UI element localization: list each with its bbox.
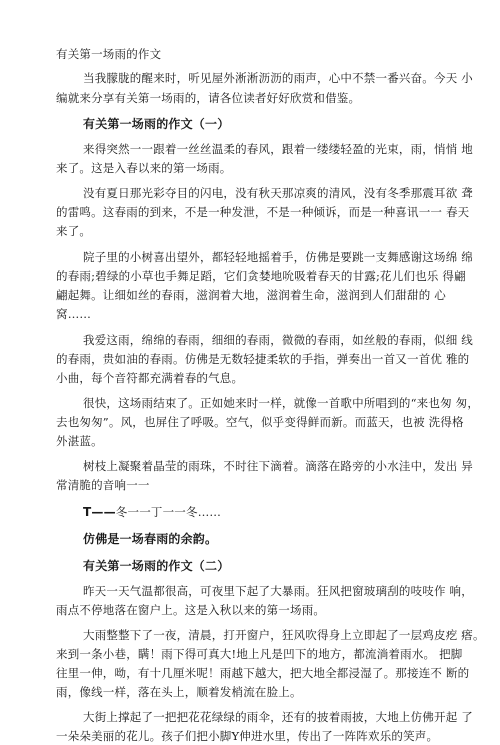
paragraph-3-line-1: 院子里的小树喜出望外，都轻轻地摇着手，仿佛是要跳一支舞感谢这场绵 绵	[83, 250, 473, 264]
section-heading-1: 有关第一场雨的作文（一）	[83, 117, 230, 131]
paragraph-9-line-4: 雨，像线一样，落在头上，顺着发梢流在脸上。	[56, 685, 302, 699]
paragraph-9-line-1: 大雨整整下了一夜，清晨，打开窗户，狂风吹得身上立即起了一层鸡皮疙 瘩。	[83, 628, 485, 642]
paragraph-6-line-2: 常清脆的音响一一	[56, 478, 150, 492]
paragraph-3-line-2: 的春雨;碧绿的小草也手舞足蹈，它们贪婪地吮吸着春天的甘露;花儿们也乐 得翩	[56, 269, 466, 283]
paragraph-9-line-3: 往里一伸，呦，有十几厘米呢！雨越下越大，把大地全都浸湿了。那接连不 断的	[56, 666, 470, 680]
paragraph-3-line-4: 窝……	[56, 307, 92, 321]
paragraph-8-line-1: 昨天一天气温都很高，可夜里下起了大暴雨。狂风把窗玻璃刮的吱吱作 响，	[83, 584, 473, 598]
sound-mark: T——	[83, 505, 116, 519]
paragraph-5-line-1: 很快，这场雨结束了。正如她来时一样，就像一首歌中所唱到的“来也匆 匆，	[83, 396, 480, 410]
paragraph-4-line-3: 小曲，每个音符都充满着春的气息。	[56, 371, 244, 385]
paragraph-6-line-1: 树枝上凝聚着晶莹的雨珠，不时往下滴着。滴落在路旁的小水洼中，发出 异	[83, 459, 473, 473]
paragraph-5-line-2: 去也匆匆”。风，也屏住了呼吸。空气，似乎变得鲜而新。而蓝天，也被 洗得格	[56, 415, 464, 429]
paragraph-1-line-2: 来了。这是入春以来的第一场雨。	[56, 161, 232, 175]
paragraph-5-line-3: 外湛蓝。	[56, 434, 103, 448]
paragraph-10-line-1: 大街上撑起了一把把花花绿绿的雨伞，还有的披着雨披，大地上仿佛开起 了	[83, 710, 473, 724]
section-heading-2: 有关第一场雨的作文（二）	[83, 559, 230, 573]
paragraph-9-line-2: 来到一条小巷，瞒！雨下得可真大!地上凡是凹下的地方，都流淌着雨水。 把脚	[56, 647, 463, 661]
sound-text: 冬一一丁一一冬……	[115, 505, 222, 519]
paragraph-7: 仿佛是一场春雨的余韵。	[83, 532, 218, 546]
paragraph-2-line-3: 来了。	[56, 224, 92, 238]
intro-line-2: 编就来分享有关第一场雨的，请各位读者好好欣赏和借鉴。	[56, 91, 361, 105]
paragraph-4-line-1: 我爱这雨，绵绵的春雨，细细的春雨，微微的春雨，如丝般的春雨，似细 线	[83, 333, 473, 347]
intro-line-1: 当我朦胧的醒来时，听见屋外淅淅沥沥的雨声，心中不禁一番兴奋。今天 小	[83, 71, 473, 85]
paragraph-8-line-2: 雨点不停地落在窗户上。这是入秋以来的第一场雨。	[56, 603, 326, 617]
paragraph-10-line-2: 一朵朵美丽的花儿。孩子们把小脚Y伸进水里，传出了一阵阵欢乐的笑声。	[56, 729, 439, 743]
paragraph-3-line-3: 翩起舞。让细如丝的春雨，滋润着大地，滋润着生命，滋润到人们甜甜的 心	[56, 288, 446, 302]
sound-line	[83, 505, 221, 519]
paragraph-2-line-2: 的雷鸣。这春雨的到来，不是一种发泄，不是一种倾诉，而是一种喜讯一一 春天	[56, 205, 470, 219]
document-title: 有关第一场雨的作文	[56, 47, 162, 61]
paragraph-1-line-1: 来得突然一一跟着一丝丝温柔的春风，跟着一缕缕轻盈的光束，雨，悄悄 地	[83, 142, 473, 156]
paragraph-2-line-1: 没有夏日那光彩夺目的闪电，没有秋天那凉爽的清风，没有冬季那震耳欲 聋	[83, 186, 473, 200]
paragraph-4-line-2: 的春雨，贵如油的春雨。仿佛是无数轻捷柔软的手指，弹奏出一首又一首优 雅的	[56, 352, 470, 366]
